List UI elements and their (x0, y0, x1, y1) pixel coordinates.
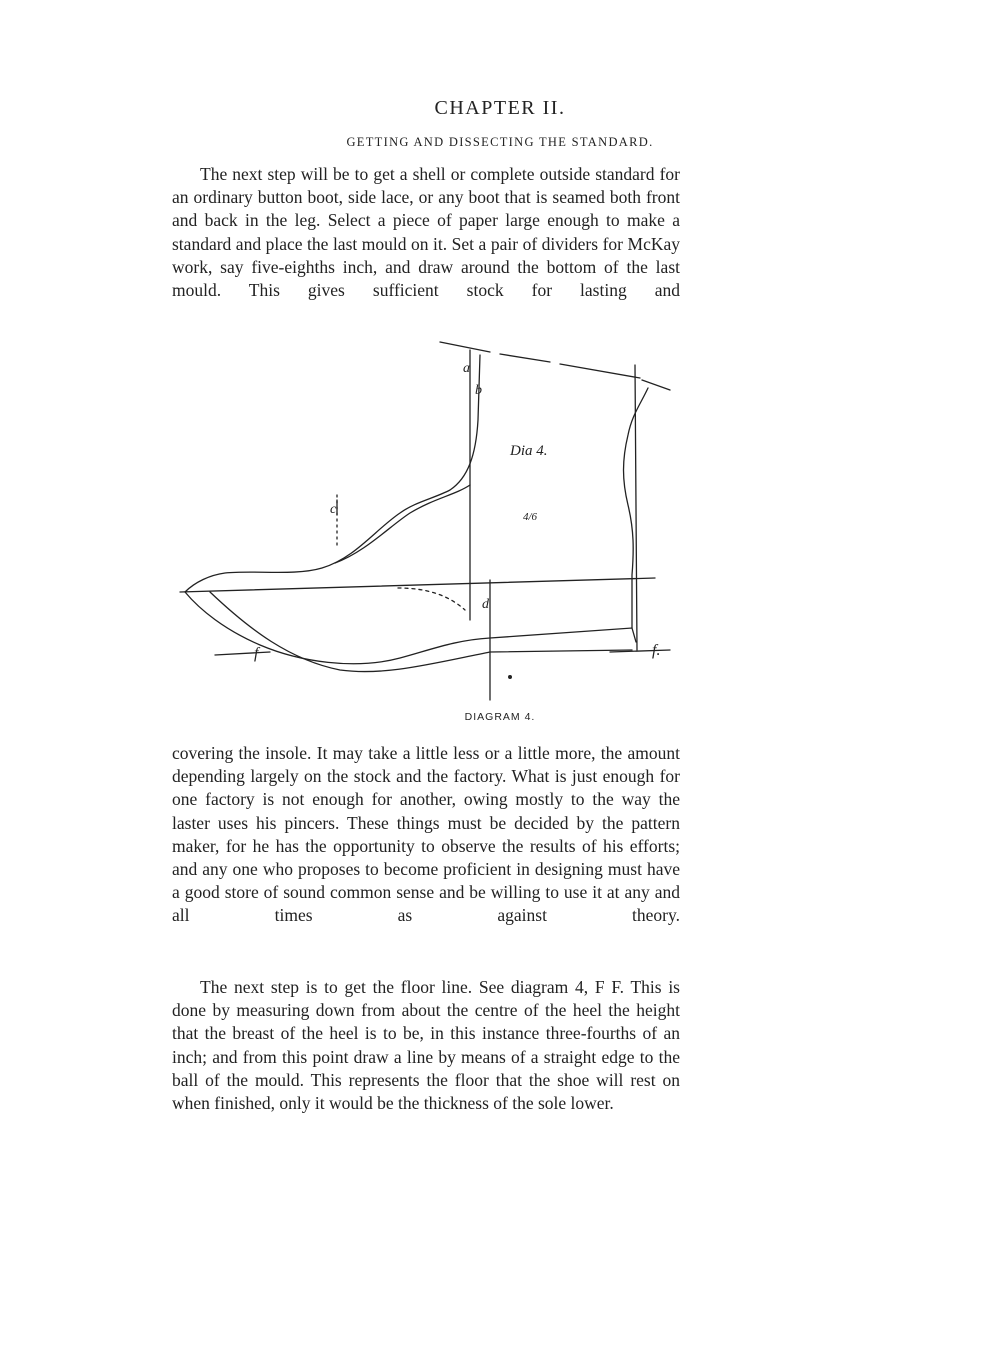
back-vertical-line (635, 365, 637, 650)
chapter-title: CHAPTER II. (434, 97, 566, 119)
boot-pattern-drawing (170, 330, 690, 705)
label-dia: Dia 4. (510, 443, 548, 459)
label-f-left: f (254, 645, 259, 662)
horizontal-line (180, 578, 655, 592)
bottom-sole-curve (210, 592, 632, 672)
label-d: d (482, 597, 489, 612)
label-a: a (463, 361, 470, 376)
label-c: c (330, 502, 337, 517)
paragraph-2: covering the insole. It may take a little less or a little more, the amount depending largely on the stock and the factory. What is just enough for one factory is not enough for another, owing mostly to the way the laster uses his pincers. These things must be decided by the pattern maker, for he has the opportunity to observe the results of his efforts; and any one who proposes to become proficient in designing must have a good store of sound common sense and be willing to use it at any and all times as against theory. (172, 743, 680, 926)
mark-dot (508, 675, 512, 679)
instep-curve (335, 485, 470, 563)
inner-dotted-curve (398, 588, 465, 610)
paragraph-1: The next step will be to get a shell or complete outside standard for an ordinary button boot, side lace, or any boot that is seamed both front and back in the leg. Select a piece of paper large enough to make a standard and place the last mould on it. Set a pair of dividers for McKay work, say five-eighths inch, and draw around the bottom of the last mould. This gives sufficient stock for lasting and (172, 164, 680, 301)
diagram-caption: DIAGRAM 4. (464, 711, 536, 723)
label-f-right: f. (652, 642, 661, 659)
label-e-fraction: 4/6 (523, 511, 538, 523)
front-seam-curve (185, 355, 480, 592)
paragraph-3: The next step is to get the floor line. See diagram 4, F F. This is done by measuring down from about the centre of the heel the height that the breast of the heel is to be, in this instance three-fourths of an inch; and from this point draw a line by means of a straight edge to the ball of the mould. This represents the floor that the shoe will rest on when finished, only it would be the thickness of the sole lower. (172, 977, 680, 1114)
label-b: b (475, 383, 482, 398)
diagram-4-figure (170, 330, 690, 705)
section-title: GETTING AND DISSECTING THE STANDARD. (346, 135, 654, 149)
